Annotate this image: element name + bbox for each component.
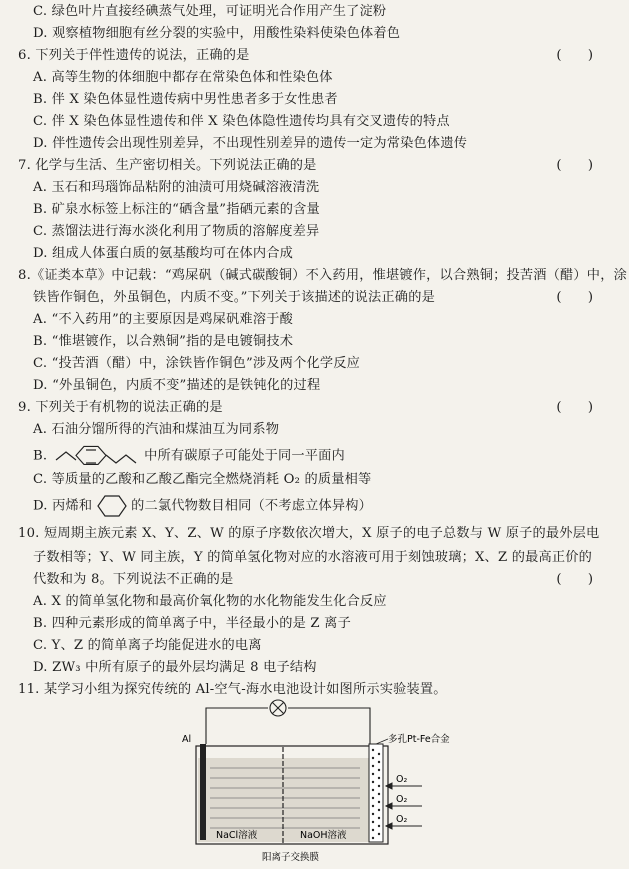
q10-option-b: B. 四种元素形成的简单离子中，半径最小的是 Z 离子 bbox=[33, 616, 351, 631]
q8-option-a: A. “不入药用”的主要原因是鸡屎矾难溶于酸 bbox=[33, 312, 293, 327]
q6-option-d: D. 伴性遗传会出现性别差异，不出现性别差异的遗传一定为常染色体遗传 bbox=[33, 136, 468, 151]
q8-option-b: B. “惟堪镀作，以合熟铜”指的是电镀铜技术 bbox=[33, 334, 294, 349]
q6-option-c: C. 伴 X 染色体显性遗传和伴 X 染色体隐性遗传均具有交叉遗传的特点 bbox=[33, 114, 450, 129]
cyclohexane-structure-icon bbox=[97, 494, 127, 518]
q8-option-c: C. “投苦酒（醋）中，涂铁皆作铜色”涉及两个化学反应 bbox=[33, 356, 361, 371]
external-circuit-wire bbox=[206, 708, 370, 744]
q10-option-c: C. Y、Z 的简单离子均能促进水的电离 bbox=[33, 638, 262, 653]
question-6: 6. 下列关于伴性遗传的说法，正确的是 bbox=[18, 48, 250, 63]
question-10-cont-1: 子数相等；Y、W 同主族，Y 的简单氢化物对应的水溶液可用于刻蚀玻璃；X、Z 的最高正价的 bbox=[33, 550, 593, 565]
item-d-mitosis: D. 观察植物细胞有丝分裂的实验中，用酸性染料使染色体着色 bbox=[33, 26, 401, 41]
q9-option-d bbox=[33, 494, 609, 519]
q10-option-a: A. X 的简单氢化物和最高价氧化物的水化物能发生化合反应 bbox=[33, 594, 387, 609]
question-8: 8.《证类本草》中记载：“鸡屎矾（碱式碳酸铜）不入药用，惟堪镀作，以合熟铜；投苦酒（醋）中，涂 bbox=[18, 268, 627, 283]
q9-option-c: C. 等质量的乙酸和乙酸乙酯完全燃烧消耗 O₂ 的质量相等 bbox=[33, 472, 372, 487]
o2-label-1: O₂ bbox=[396, 774, 408, 785]
alloy-label: 多孔Pt-Fe合金 bbox=[388, 734, 450, 745]
al-label: Al bbox=[182, 734, 192, 745]
q9-option-d-text: 的二氯代物数目相同（不考虑立体异构） bbox=[131, 498, 373, 514]
question-10-cont-2: 代数和为 8。下列说法不正确的是 bbox=[33, 572, 234, 587]
q8-option-d: D. “外虽铜色，内质不变”描述的是铁钝化的过程 bbox=[33, 378, 321, 393]
battery-apparatus-diagram bbox=[170, 698, 470, 866]
q7-option-b: B. 矿泉水标签上标注的“硒含量”指硒元素的含量 bbox=[33, 202, 320, 217]
q9-option-b-text: 中所有碳原子可能处于同一平面内 bbox=[144, 448, 345, 464]
alkyl-benzene-structure-icon bbox=[52, 444, 140, 468]
question-10: 10. 短周期主族元素 X、Y、Z、W 的原子序数依次增大，X 原子的电子总数与 W 原子的最外层电 bbox=[18, 526, 600, 541]
o2-label-3: O₂ bbox=[396, 814, 408, 825]
q7-option-a: A. 玉石和玛瑙饰品粘附的油渍可用烧碱溶液清洗 bbox=[33, 180, 320, 195]
q7-option-c: C. 蒸馏法进行海水淡化利用了物质的溶解度差异 bbox=[33, 224, 320, 239]
answer-blank-10[interactable]: ( ) bbox=[556, 572, 593, 587]
q9-option-a: A. 石油分馏所得的汽油和煤油互为同系物 bbox=[33, 422, 280, 437]
question-11: 11. 某学习小组为探究传统的 Al-空气-海水电池设计如图所示实验装置。 bbox=[18, 682, 447, 697]
q7-option-d: D. 组成人体蛋白质的氨基酸均可在体内合成 bbox=[33, 246, 294, 261]
nacl-solution-label: NaCl溶液 bbox=[216, 830, 258, 841]
answer-blank-6[interactable]: ( ) bbox=[556, 48, 593, 63]
answer-blank-8[interactable]: ( ) bbox=[556, 290, 593, 305]
answer-blank-7[interactable]: ( ) bbox=[556, 158, 593, 173]
q10-option-d: D. ZW₃ 中所有原子的最外层均满足 8 电子结构 bbox=[33, 660, 317, 675]
al-electrode bbox=[200, 744, 206, 840]
o2-label-2: O₂ bbox=[396, 794, 408, 805]
q9-option-d-prefix: D. 丙烯和 bbox=[33, 498, 93, 514]
q9-option-b bbox=[33, 444, 609, 469]
membrane-label: 阳离子交换膜 bbox=[262, 852, 320, 863]
question-7: 7. 化学与生活、生产密切相关。下列说法正确的是 bbox=[18, 158, 317, 173]
pt-fe-alloy-electrode bbox=[369, 744, 383, 842]
question-9: 9. 下列关于有机物的说法正确的是 bbox=[18, 400, 223, 415]
q9-option-b-prefix: B. bbox=[33, 448, 48, 464]
q6-option-a: A. 高等生物的体细胞中都存在常染色体和性染色体 bbox=[33, 70, 333, 85]
naoh-solution-label: NaOH溶液 bbox=[300, 830, 347, 841]
q6-option-b: B. 伴 X 染色体显性遗传病中男性患者多于女性患者 bbox=[33, 92, 338, 107]
item-c-photosynthesis: C. 绿色叶片直接经碘蒸气处理，可证明光合作用产生了淀粉 bbox=[33, 4, 387, 19]
answer-blank-9[interactable]: ( ) bbox=[556, 400, 593, 415]
lamp-icon bbox=[270, 700, 286, 716]
question-8-cont: 铁皆作铜色，外虽铜色，内质不变。”下列关于该描述的说法正确的是 bbox=[33, 290, 435, 305]
